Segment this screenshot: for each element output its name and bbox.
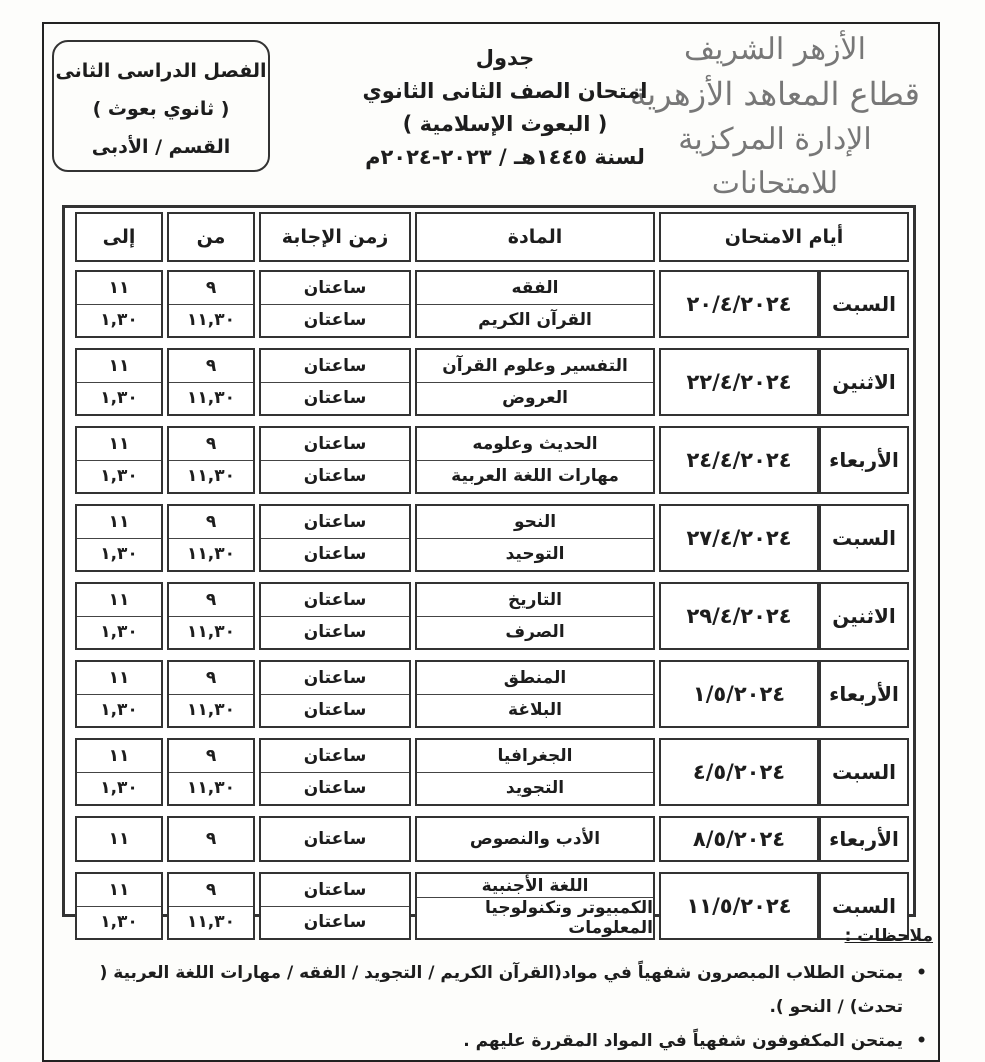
duration-cell: ساعتان [261, 694, 409, 727]
duration-cell: ساعتان [261, 460, 409, 493]
note-item: • يمتحن المكفوفون شفهياً في المواد المقررة عليهم . [43, 1024, 933, 1058]
time-to-cell: ١,٣٠ [77, 906, 161, 939]
column-box [415, 738, 655, 806]
time-to-cell: ١,٣٠ [77, 772, 161, 805]
duration-cell: ساعتان [261, 616, 409, 649]
column-box [415, 270, 655, 338]
exam-date: ٨/٥/٢٠٢٤ [659, 816, 819, 862]
time-from-cell: ٩ [205, 511, 217, 532]
duration-cell: ساعتان [303, 277, 367, 298]
time-from-cell: ١١,٣٠ [169, 304, 253, 337]
time-to-cell: ١,٣٠ [77, 694, 161, 727]
time-from-cell: ٩ [205, 745, 217, 766]
subject-cell: القرآن الكريم [417, 304, 653, 337]
time-from-cell: ١١,٣٠ [169, 694, 253, 727]
column-box [415, 426, 655, 494]
exam-date: ٢٩/٤/٢٠٢٤ [659, 582, 819, 650]
time-to-cell: ١١ [108, 879, 130, 900]
column-box [167, 426, 255, 494]
subject-cell: الفقه [511, 277, 559, 298]
column-box [167, 582, 255, 650]
term-box [52, 40, 270, 172]
time-from-cell: ٩ [205, 829, 217, 849]
time-from-cell: ٩ [205, 589, 217, 610]
exam-schedule-table [62, 205, 916, 938]
duration-cell: ساعتان [261, 772, 409, 805]
exam-day: السبت [819, 270, 909, 338]
logo-line: الإدارة المركزية للامتحانات [678, 122, 872, 201]
exam-day: الاثنين [819, 582, 909, 650]
subject-cell: الحديث وعلومه [472, 433, 598, 454]
time-from-cell: ١١,٣٠ [169, 460, 253, 493]
subject-cell: البلاغة [417, 694, 653, 727]
time-to-cell: ١١ [108, 589, 130, 610]
column-box [259, 816, 411, 862]
column-box [75, 582, 163, 650]
duration-cell: ساعتان [303, 667, 367, 688]
exam-date: ٤/٥/٢٠٢٤ [659, 738, 819, 806]
subject-cell: التوحيد [417, 538, 653, 571]
column-box [259, 660, 411, 728]
column-box [75, 426, 163, 494]
duration-cell: ساعتان [261, 382, 409, 415]
document-title [340, 42, 670, 174]
subject-cell: اللغة الأجنبية [481, 875, 589, 896]
duration-cell: ساعتان [303, 745, 367, 766]
duration-cell: ساعتان [261, 906, 409, 939]
column-box [415, 582, 655, 650]
title-line: جدول [475, 46, 535, 70]
notes-section [43, 926, 933, 1058]
exam-day: الأربعاء [819, 660, 909, 728]
exam-date: ٢٤/٤/٢٠٢٤ [659, 426, 819, 494]
time-to-cell: ١,٣٠ [77, 460, 161, 493]
duration-cell: ساعتان [303, 589, 367, 610]
header-subject: المادة [415, 212, 655, 262]
title-line: لسنة ١٤٤٥هـ / ٢٠٢٣-٢٠٢٤م [365, 145, 645, 169]
subject-cell: الجغرافيا [497, 745, 573, 766]
column-box [415, 504, 655, 572]
header-duration: زمن الإجابة [259, 212, 411, 262]
column-box [167, 348, 255, 416]
note-item: • يمتحن الطلاب المبصرون شفهياً في مواد(القرآن الكريم / التجويد / الفقه / مهارات اللغة العربية ( تحدث) / النحو ). [43, 956, 933, 1024]
exam-day: السبت [819, 872, 909, 940]
time-to-cell: ١١ [108, 667, 130, 688]
time-to-cell: ١١ [108, 433, 130, 454]
duration-cell: ساعتان [261, 538, 409, 571]
term-line: الفصل الدراسى الثانى [55, 60, 267, 82]
subject-cell: العروض [417, 382, 653, 415]
duration-cell: ساعتان [303, 829, 367, 849]
column-box [75, 270, 163, 338]
exam-date: ٢٠/٤/٢٠٢٤ [659, 270, 819, 338]
header-from: من [167, 212, 255, 262]
subject-cell: مهارات اللغة العربية [417, 460, 653, 493]
time-from-cell: ٩ [205, 355, 217, 376]
duration-cell: ساعتان [303, 879, 367, 900]
duration-cell: ساعتان [261, 304, 409, 337]
time-to-cell: ١,٣٠ [77, 538, 161, 571]
time-to-cell: ١١ [108, 355, 130, 376]
time-to-cell: ١,٣٠ [77, 616, 161, 649]
azhar-logo [625, 30, 925, 201]
column-box [259, 738, 411, 806]
time-to-cell: ١,٣٠ [77, 382, 161, 415]
time-from-cell: ١١,٣٠ [169, 616, 253, 649]
column-box [415, 816, 655, 862]
column-box [75, 816, 163, 862]
subject-cell: النحو [513, 511, 557, 532]
column-box [167, 660, 255, 728]
time-to-cell: ١١ [108, 745, 130, 766]
subject-cell: التاريخ [508, 589, 562, 610]
column-box [259, 348, 411, 416]
duration-cell: ساعتان [303, 355, 367, 376]
column-box [167, 504, 255, 572]
column-box [167, 738, 255, 806]
time-from-cell: ١١,٣٠ [169, 382, 253, 415]
exam-day: الأربعاء [819, 426, 909, 494]
logo-line: الأزهر الشريف [683, 32, 867, 67]
exam-day: السبت [819, 738, 909, 806]
column-box [259, 270, 411, 338]
time-to-cell: ١,٣٠ [77, 304, 161, 337]
time-from-cell: ٩ [205, 433, 217, 454]
subject-cell: التجويد [417, 772, 653, 805]
duration-cell: ساعتان [303, 433, 367, 454]
exam-date: ٢٧/٤/٢٠٢٤ [659, 504, 819, 572]
column-box [259, 504, 411, 572]
exam-date: ١/٥/٢٠٢٤ [659, 660, 819, 728]
column-box [167, 816, 255, 862]
exam-day: الاثنين [819, 348, 909, 416]
header-days: أيام الامتحان [659, 212, 909, 262]
subject-cell: التفسير وعلوم القرآن [442, 355, 628, 376]
time-from-cell: ١١,٣٠ [169, 538, 253, 571]
subject-cell: الصرف [417, 616, 653, 649]
column-box [75, 660, 163, 728]
time-from-cell: ١١,٣٠ [169, 772, 253, 805]
exam-day: السبت [819, 504, 909, 572]
title-line: ( البعوث الإسلامية ) [402, 112, 608, 136]
column-box [415, 348, 655, 416]
exam-date: ٢٢/٤/٢٠٢٤ [659, 348, 819, 416]
column-box [259, 426, 411, 494]
column-box [75, 348, 163, 416]
duration-cell: ساعتان [303, 511, 367, 532]
column-box [75, 738, 163, 806]
time-from-cell: ١١,٣٠ [169, 906, 253, 939]
title-line: امتحان الصف الثانى الثانوي [362, 79, 648, 103]
notes-title: ملاحظات : [844, 926, 933, 946]
time-from-cell: ٩ [205, 277, 217, 298]
subject-cell: الكمبيوتر وتكنولوجيا المعلومات [417, 897, 653, 938]
subject-cell: الأدب والنصوص [469, 829, 601, 849]
term-line: القسم / الأدبى [91, 136, 231, 158]
time-from-cell: ٩ [205, 879, 217, 900]
time-to-cell: ١١ [108, 829, 130, 849]
time-to-cell: ١١ [108, 511, 130, 532]
term-line: ( ثانوي بعوث ) [92, 98, 230, 120]
column-box [75, 504, 163, 572]
logo-line: قطاع المعاهد الأزهرية [630, 75, 920, 113]
subject-cell: المنطق [503, 667, 567, 688]
exam-date: ١١/٥/٢٠٢٤ [659, 872, 819, 940]
header-to: إلى [75, 212, 163, 262]
column-box [259, 582, 411, 650]
column-box [415, 660, 655, 728]
exam-day: الأربعاء [819, 816, 909, 862]
time-to-cell: ١١ [108, 277, 130, 298]
time-from-cell: ٩ [205, 667, 217, 688]
column-box [167, 270, 255, 338]
